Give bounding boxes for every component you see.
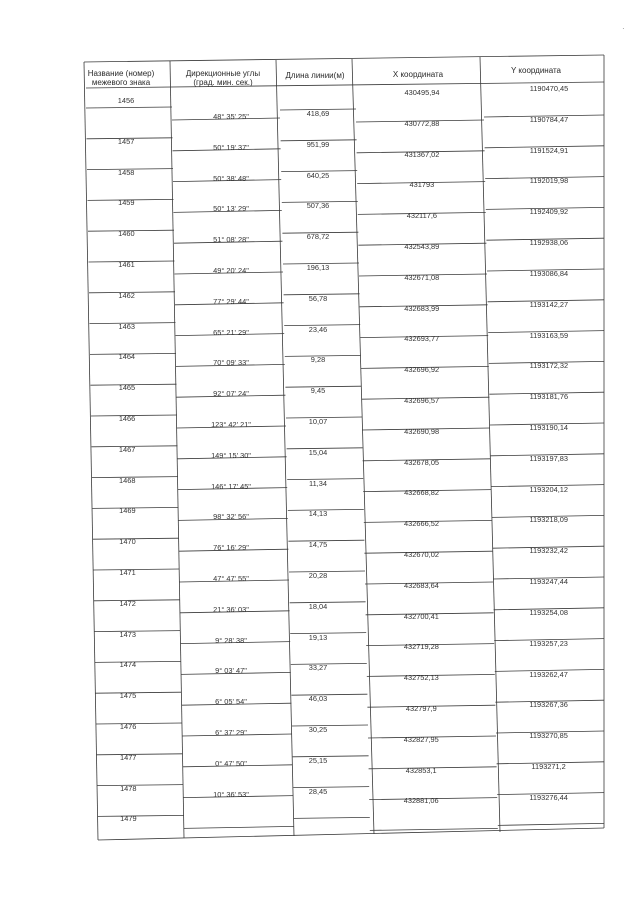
point-number: 1458 xyxy=(117,167,135,177)
y-coordinate: 1193232,42 xyxy=(529,546,568,556)
x-coordinate: 432696,57 xyxy=(404,396,440,405)
line-length: 10,07 xyxy=(308,417,328,426)
direction-angle: 0° 47' 50" xyxy=(215,758,247,768)
column-line xyxy=(480,57,500,832)
y-coordinate: 1193172,32 xyxy=(529,361,569,371)
point-number: 1459 xyxy=(118,198,135,208)
y-coordinate: 1193218,09 xyxy=(529,515,568,525)
header-number: Название (номер) межевого знака xyxy=(87,69,155,87)
line-length: 18,04 xyxy=(308,601,328,611)
point-number: 1456 xyxy=(117,96,135,105)
x-coordinate: 432693,77 xyxy=(404,334,440,344)
direction-angle: 6° 05' 54" xyxy=(215,697,247,707)
x-coordinate: 432668,82 xyxy=(404,488,439,498)
direction-angle: 21° 36' 03" xyxy=(213,604,249,614)
direction-angle: 65° 21' 29" xyxy=(213,327,249,337)
x-coordinate: 432797,9 xyxy=(405,704,437,713)
line-length: 28,45 xyxy=(308,786,328,796)
point-number: 1467 xyxy=(118,444,136,454)
direction-angle: 50° 38' 48" xyxy=(213,173,249,183)
row-line-number xyxy=(86,107,172,108)
y-coordinate: 1192019,98 xyxy=(529,176,569,186)
line-length: 951,99 xyxy=(306,139,330,149)
point-number: 1464 xyxy=(118,352,136,362)
direction-angle: 48° 35' 25" xyxy=(213,112,249,121)
y-coordinate: 1192938,06 xyxy=(529,238,569,248)
line-length: 11,34 xyxy=(309,478,327,488)
point-number: 1462 xyxy=(118,290,135,300)
y-coordinate: 1193197,83 xyxy=(529,453,569,463)
x-coordinate: 432690,98 xyxy=(404,426,440,436)
direction-angle: 70° 09' 33" xyxy=(213,358,249,368)
point-number: 1478 xyxy=(120,783,137,793)
y-coordinate: 1193086,84 xyxy=(529,268,569,278)
line-length: 33,27 xyxy=(308,663,328,673)
scan-edge-mark: · xyxy=(622,24,625,33)
y-coordinate: 1192409,92 xyxy=(529,207,569,217)
column-line xyxy=(352,59,374,834)
direction-angle: 92° 07' 24" xyxy=(213,389,249,399)
table-bottom-line xyxy=(98,828,604,840)
line-length: 9,28 xyxy=(310,355,326,365)
point-number: 1468 xyxy=(119,475,136,485)
header-angle: Дирекционные углы (град. мин. сек.) xyxy=(185,69,261,87)
y-coordinate: 1193262,47 xyxy=(529,669,568,679)
point-number: 1470 xyxy=(119,537,136,547)
line-length: 678,72 xyxy=(306,232,330,242)
point-number: 1465 xyxy=(118,383,136,393)
row-line-length xyxy=(294,817,370,818)
line-length: 23,46 xyxy=(308,324,328,334)
direction-angle: 98° 32' 56" xyxy=(213,512,249,522)
line-length: 14,75 xyxy=(308,540,328,550)
x-coordinate: 432752,13 xyxy=(403,673,439,683)
y-coordinate: 1193257,23 xyxy=(529,638,568,648)
y-coordinate: 1193247,44 xyxy=(529,577,568,587)
row-line-angle xyxy=(184,826,294,828)
direction-angle: 77° 29' 44" xyxy=(213,296,249,306)
x-coordinate: 432666,52 xyxy=(404,519,439,529)
line-length: 196,13 xyxy=(306,263,330,272)
point-number: 1461 xyxy=(118,260,135,269)
line-length: 25,15 xyxy=(308,755,328,765)
x-coordinate: 431367,02 xyxy=(404,149,440,159)
y-coordinate: 1193254,08 xyxy=(529,607,568,617)
point-number: 1474 xyxy=(119,660,137,670)
point-number: 1473 xyxy=(119,629,136,639)
y-coordinate: 1193142,27 xyxy=(529,299,569,309)
row-line-x xyxy=(370,828,498,830)
x-coordinate: 432678,05 xyxy=(404,457,440,467)
x-coordinate: 432671,08 xyxy=(404,272,440,282)
direction-angle: 146° 17' 45" xyxy=(211,481,251,491)
header-x-coordinate: X координата xyxy=(392,70,444,79)
x-coordinate: 432827,95 xyxy=(403,734,439,744)
x-coordinate: 432683,64 xyxy=(403,580,439,590)
x-coordinate: 432683,99 xyxy=(404,303,440,313)
y-coordinate: 1193276,44 xyxy=(529,792,568,802)
direction-angle: 10° 36' 53" xyxy=(213,789,249,799)
y-coordinate: 1193204,12 xyxy=(529,484,569,494)
y-coordinate: 1193181,76 xyxy=(529,392,569,402)
y-coordinate: 1193190,14 xyxy=(529,422,569,432)
y-coordinate: 1191524,91 xyxy=(529,145,569,155)
direction-angle: 9° 03' 47" xyxy=(215,666,247,676)
line-length: 20,28 xyxy=(308,571,328,580)
line-length: 418,69 xyxy=(306,109,330,118)
y-coordinate: 1193271,2 xyxy=(531,761,566,771)
x-coordinate: 432117,6 xyxy=(406,211,437,221)
direction-angle: 6° 37' 29" xyxy=(215,728,247,737)
line-length: 14,13 xyxy=(308,509,328,519)
y-coordinate: 1193270,85 xyxy=(529,731,568,741)
x-coordinate: 432543,89 xyxy=(404,242,440,251)
line-length: 640,25 xyxy=(306,170,330,180)
line-length: 9,45 xyxy=(310,386,326,396)
direction-angle: 149° 15' 30" xyxy=(211,450,251,460)
point-number: 1457 xyxy=(117,136,135,146)
point-number: 1460 xyxy=(118,229,135,239)
line-length: 30,25 xyxy=(308,725,328,734)
line-length: 46,03 xyxy=(308,694,328,704)
x-coordinate: 432700,41 xyxy=(403,611,439,621)
point-number: 1466 xyxy=(118,414,136,423)
y-coordinate: 1193267,36 xyxy=(529,700,568,710)
point-number: 1479 xyxy=(120,814,137,824)
direction-angle: 76° 16' 29" xyxy=(213,543,249,553)
y-coordinate: 1190784,47 xyxy=(529,114,569,124)
point-number: 1469 xyxy=(119,506,136,516)
header-top-line xyxy=(84,55,604,62)
x-coordinate: 432853,1 xyxy=(405,765,437,775)
point-number: 1471 xyxy=(119,568,136,577)
line-length: 56,78 xyxy=(308,293,328,303)
header-length: Длина линии(м) xyxy=(285,71,345,80)
direction-angle: 51° 08' 28" xyxy=(213,235,249,245)
point-number: 1472 xyxy=(119,598,136,608)
direction-angle: 123° 42' 21" xyxy=(211,420,251,429)
row-line-y xyxy=(498,823,604,825)
column-line xyxy=(84,62,98,840)
x-coordinate: 432696,92 xyxy=(404,365,440,375)
direction-angle: 47° 47' 55" xyxy=(213,574,249,583)
point-number: 1476 xyxy=(119,722,137,731)
direction-angle: 9° 28' 38" xyxy=(215,635,247,645)
direction-angle: 50° 13' 29" xyxy=(213,204,249,214)
x-coordinate: 432719,28 xyxy=(403,642,439,652)
header-y-coordinate: Y координата xyxy=(510,66,562,75)
x-coordinate: 432670,02 xyxy=(404,550,439,559)
direction-angle: 50° 19' 37" xyxy=(213,142,249,152)
point-number: 1475 xyxy=(119,691,137,701)
line-length: 19,13 xyxy=(308,632,328,642)
x-coordinate: 431793 xyxy=(409,180,435,190)
y-coordinate: 1190470,45 xyxy=(529,84,569,93)
direction-angle: 49° 20' 24" xyxy=(213,266,249,275)
x-coordinate: 430495,94 xyxy=(404,88,440,97)
line-length: 15,04 xyxy=(308,447,328,457)
point-number: 1477 xyxy=(119,752,137,762)
point-number: 1463 xyxy=(118,321,135,331)
y-coordinate: 1193163,59 xyxy=(529,330,569,340)
x-coordinate: 430772,88 xyxy=(404,118,440,128)
line-length: 507,36 xyxy=(306,201,330,211)
x-coordinate: 432881,06 xyxy=(403,796,439,806)
